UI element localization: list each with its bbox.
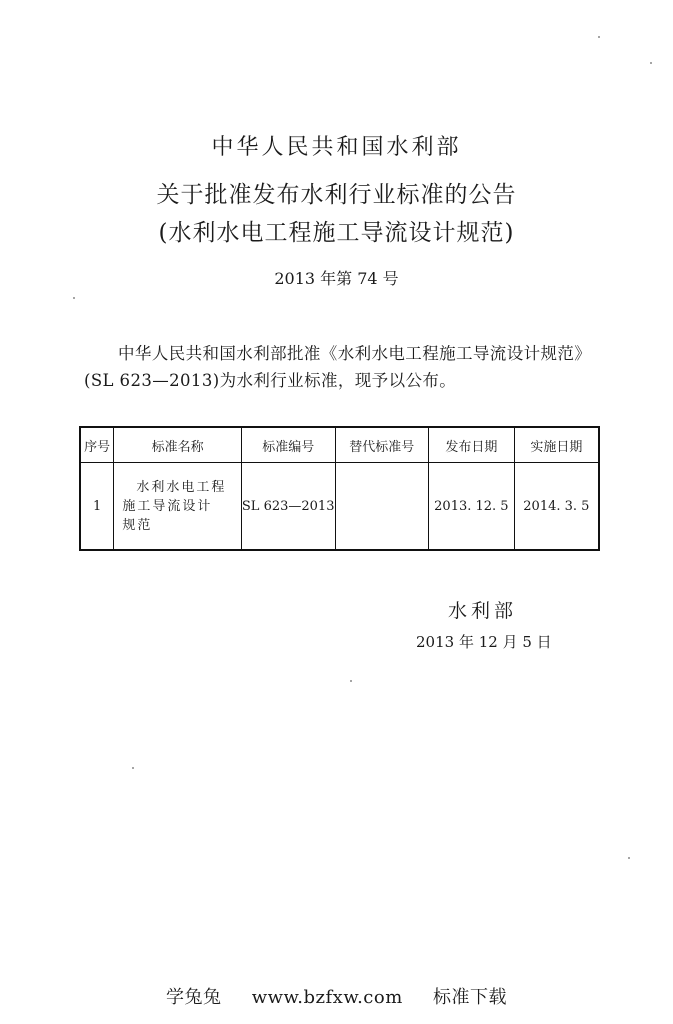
standards-table <box>79 426 600 551</box>
ministry-header: 中华人民共和国水利部 <box>211 135 462 160</box>
column-header-replaces: 替代标准号 <box>335 427 429 463</box>
column-header-name: 标准名称 <box>114 427 242 463</box>
column-header-seq: 序号 <box>80 427 114 463</box>
scan-speck <box>73 297 75 299</box>
column-header-effective-date: 实施日期 <box>514 427 599 463</box>
cell-replaces <box>335 463 429 551</box>
scan-speck <box>650 62 652 64</box>
footer-download-label: 标准下载 <box>433 987 508 1008</box>
footer-watermark <box>0 983 673 1009</box>
footer-site-link[interactable]: www.bzfxw.com <box>251 987 403 1008</box>
table-header-row <box>80 427 599 463</box>
announcement-title: 关于批准发布水利行业标准的公告 <box>156 182 517 208</box>
announcement-body: 中华人民共和国水利部批准《水利水电工程施工导流设计规范》(SL 623—2013)为水利行业标准，现予以公布。 <box>84 344 592 390</box>
announcement-subtitle: (水利水电工程施工导流设计规范) <box>158 220 515 246</box>
scan-speck <box>132 767 134 769</box>
standard-name-line: 规范 <box>122 517 153 533</box>
table-row <box>80 463 599 551</box>
column-header-code: 标准编号 <box>241 427 335 463</box>
cell-standard-name <box>114 463 242 551</box>
cell-seq: 1 <box>80 463 114 551</box>
cell-standard-code: SL 623—2013 <box>241 463 335 551</box>
column-header-publish-date: 发布日期 <box>429 427 515 463</box>
cell-effective-date: 2014. 3. 5 <box>514 463 599 551</box>
scan-speck <box>350 680 352 682</box>
footer-brand: 学兔兔 <box>165 987 222 1008</box>
signing-organization: 水利部 <box>448 600 518 622</box>
standard-name-line: 施工导流设计 <box>122 498 213 514</box>
document-number: 2013 年第 74 号 <box>274 269 399 288</box>
signing-date: 2013 年 12 月 5 日 <box>416 633 552 651</box>
standard-name-line: 水利水电工程 <box>136 479 227 495</box>
cell-publish-date: 2013. 12. 5 <box>429 463 515 551</box>
scan-speck <box>598 36 600 38</box>
scan-speck <box>628 857 630 859</box>
